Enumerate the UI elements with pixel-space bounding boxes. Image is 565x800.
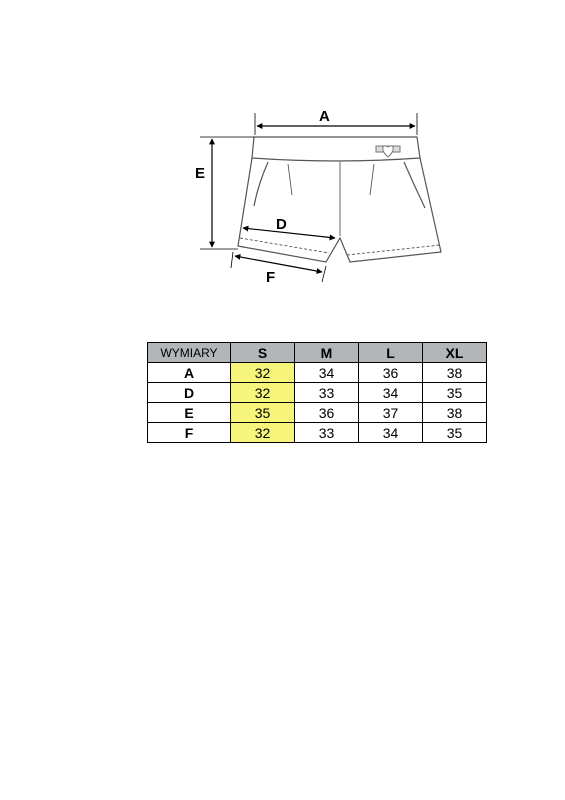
dimension-line-d xyxy=(243,228,335,238)
row-label: A xyxy=(148,363,231,383)
size-header-m: M xyxy=(295,343,359,363)
table-cell: 36 xyxy=(359,363,423,383)
table-cell: 38 xyxy=(423,363,487,383)
row-label: E xyxy=(148,403,231,423)
table-corner-header: WYMIARY xyxy=(148,343,231,363)
table-cell: 32 xyxy=(231,363,295,383)
table-cell: 34 xyxy=(359,383,423,403)
heart-logo-icon xyxy=(376,146,400,157)
size-header-s: S xyxy=(231,343,295,363)
dimension-label-d: D xyxy=(276,216,287,233)
table-row xyxy=(148,363,487,383)
table-cell: 33 xyxy=(295,383,359,403)
row-label: D xyxy=(148,383,231,403)
size-header-l: L xyxy=(359,343,423,363)
table-cell: 35 xyxy=(423,423,487,443)
table-cell: 32 xyxy=(231,423,295,443)
dimension-label-e: E xyxy=(195,165,206,182)
table-cell: 34 xyxy=(359,423,423,443)
table-cell: 33 xyxy=(295,423,359,443)
dimension-label-f: F xyxy=(266,269,276,286)
table-row xyxy=(148,383,487,403)
table-cell: 38 xyxy=(423,403,487,423)
table-header-row xyxy=(148,343,487,363)
dimension-lines xyxy=(200,113,417,282)
table-cell: 37 xyxy=(359,403,423,423)
size-chart-table xyxy=(147,342,487,443)
table-cell: 34 xyxy=(295,363,359,383)
size-header-xl: XL xyxy=(423,343,487,363)
table-row xyxy=(148,423,487,443)
dimension-label-a: A xyxy=(319,108,330,125)
shorts-outline xyxy=(238,137,441,262)
row-label: F xyxy=(148,423,231,443)
table-row xyxy=(148,403,487,423)
table-cell: 35 xyxy=(423,383,487,403)
table-cell: 35 xyxy=(231,403,295,423)
shorts-diagram xyxy=(0,0,565,330)
table-cell: 32 xyxy=(231,383,295,403)
table-cell: 36 xyxy=(295,403,359,423)
